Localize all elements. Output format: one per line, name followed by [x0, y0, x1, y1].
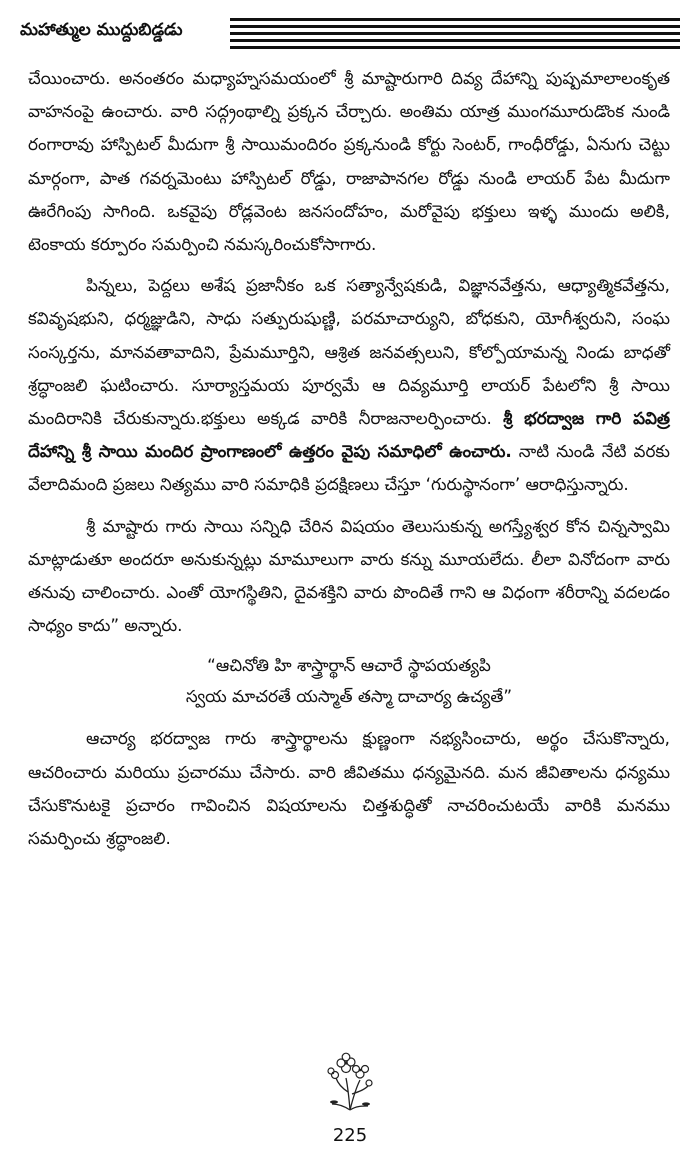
paragraph-quote: శ్రీ మాష్టారు గారు సాయి సన్నిధి చేరిన విషయం తెలుసుకున్న అగస్త్యేశ్వర కోన చిన్నస్వామి మాట్లాడుతూ అందరూ అనుకున్నట్లు మామూలుగా వారు కన్ను మూయలేదు. లీలా వినోదంగా వారు తనువు చాలించారు. ఎంతో యోగస్థితిని, దైవశక్తిని వారు పొందితే గాని ఆ విధంగా శరీరాన్ని వదలడం సాధ్యం కాదు” అన్నారు. — [28, 515, 670, 636]
paragraph-tribute-bold-text: శ్రీ భరద్వాజ గారి పవిత్ర దేహాన్ని శ్రీ సాయి మందిర ప్రాంగాణంలో ఉత్తరం వైపు సమాధిలో ఉంచారు. — [28, 408, 670, 462]
paragraph-conclusion: ఆచార్య భరద్వాజ గారు శాస్త్రార్థాలను క్షుణ్ణంగా నభ్యసించారు, అర్థం చేసుకొన్నారు, ఆచరించారు మరియు ప్రచారము చేసారు. వారి జీవితము ధన్యమైనది. మన జీవితాలను ధన్యము చేసుకొనుటకై ప్రచారం గావించిన విషయాలను చిత్తశుద్ధితో నాచరించుటయే వారికి మనము సమర్పించు శ్రద్ధాంజలి. — [28, 728, 670, 849]
verse-line-1: “ఆచినోతి హి శాస్త్రార్థాన్ ఆచారే స్థాపయత్యపి — [207, 655, 491, 676]
header-rules — [230, 18, 680, 52]
flower-ornament-icon — [322, 1048, 378, 1112]
verse-line-2: స్వయ మాచరతే యస్మాత్ తస్మా దాచార్య ఉచ్యతే” — [185, 686, 513, 707]
paragraph-tribute-text: పిన్నలు, పెద్దలు అశేష ప్రజానీకం ఒక సత్యాన్వేషకుడి, విజ్ఞానవేత్తను, ఆధ్యాత్మికవేత్తను, కవివృషభుని, ధర్మజ్ఞుడిని, సాధు సత్పురుషుణ్ణి, పరమాచార్యుని, బోధకుని, యోగీశ్వరుని, సంఘ సంస్కర్తను, మానవతావాదిని, ప్రేమమూర్తిని, ఆశ్రిత జనవత్సలుని, కోల్పోయామన్న నిండు బాధతో శ్రద్ధాంజలి ఘటించారు. సూర్యాస్తమయ పూర్వమే ఆ దివ్యమూర్తి లాయర్ పేటలోని శ్రీ సాయి మందిరానికి చేరుకున్నారు.భక్తులు అక్కడ వారికి నీరాజనాలర్పించారు. — [28, 275, 670, 429]
sanskrit-verse — [28, 650, 670, 712]
page-body — [28, 62, 670, 863]
page-number: 225 — [332, 1125, 368, 1146]
paragraph-tribute-text-end: నాటి నుండి నేటి వరకు వేలాదిమంది ప్రజలు నిత్యము వారి సమాధికి ప్రదక్షిణలు చేస్తూ ‘గురుస్థానంగా’ ఆరాధిస్తున్నారు. — [28, 441, 670, 495]
page-header — [20, 14, 680, 54]
paragraph-procession: చేయించారు. అనంతరం మధ్యాహ్నసమయంలో శ్రీ మాష్టారుగారి దివ్య దేహాన్ని పుష్పమాలాలంకృత వాహనంపై ఉంచారు. వారి సద్గ్రంథాల్ని ప్రక్కన చేర్చారు. అంతిమ యాత్ర ముంగమూరుడొంక నుండి రంగారావు హాస్పిటల్ మీదుగా శ్రీ సాయిమందిరం ప్రక్కనుండి కోర్టు సెంటర్, గాంధీరోడ్డు, ఏనుగు చెట్టు మార్గంగా, పాత గవర్నమెంటు హాస్పిటల్ రోడ్డు, రాజాపానగల రోడ్డు నుండి లాయర్ పేట మీదుగా ఊరేగింపు సాగింది. ఒకవైపు రోడ్లవెంట జనసందోహం, మరోవైపు భక్తులు ఇళ్ళ ముందు అలికి, టెంకాయ కర్పూరం సమర్పించి నమస్కరించుకోసాగారు. — [28, 68, 670, 255]
running-title: మహాత్ముల ముద్దుబిడ్డడు — [20, 20, 183, 40]
paragraph-tribute — [28, 269, 670, 501]
